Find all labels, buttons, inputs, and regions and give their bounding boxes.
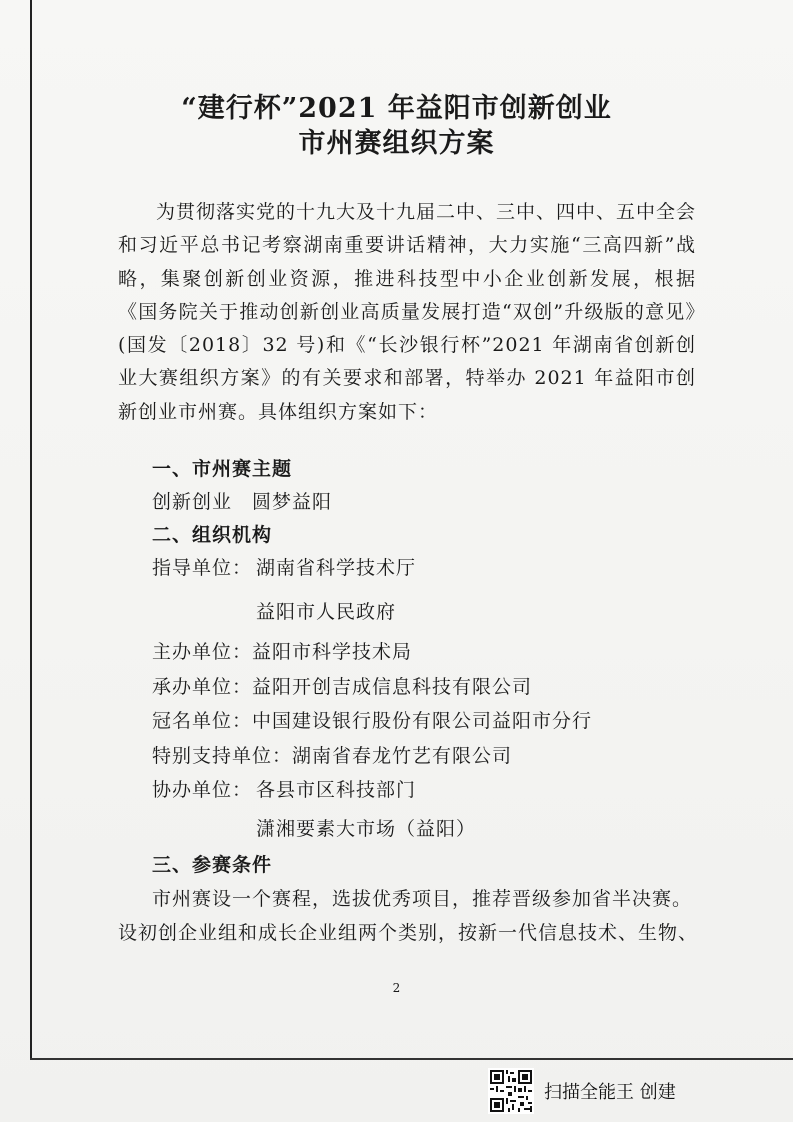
title-line-1: “建行杯”2021 年益阳市创新创业: [181, 93, 612, 124]
organizer-unit: 承办单位：益阳开创吉成信息科技有限公司: [152, 676, 533, 698]
title-sponsor-unit: 冠名单位：中国建设银行股份有限公司益阳市分行: [152, 710, 593, 732]
co-unit-2: 潇湘要素大市场（益阳）: [256, 818, 477, 840]
guide-unit-1: 湖南省科学技术厅: [256, 557, 417, 579]
qr-code-icon: [488, 1068, 534, 1114]
title-line-2: 市州赛组织方案: [298, 128, 495, 159]
scanner-label: 扫描全能王 创建: [544, 1082, 676, 1103]
intro-paragraph: 为贯彻落实党的十九大及十九届二中、三中、四中、五中全会和习近平总书记考察湖南重要讲话精神，大力实施“三高四新”战略，集聚创新创业资源，推进科技型中小企业创新发展，根据《国务院关于推动创新创业高质量发展打造“双创”升级版的意见》(国发〔2018〕32 号)和《“长沙银行杯”2021 年湖南省创新创业大赛组织方案》的有关要求和部署，特举办 2021 年益阳市创新创业市州赛。具体组织方案如下：: [118, 201, 697, 423]
theme-text: 创新创业 圆梦益阳: [152, 491, 333, 513]
page-number: 2: [392, 981, 401, 995]
section-3-line-1: 市州赛设一个赛程，选拔优秀项目，推荐晋级参加省半决赛。: [152, 888, 693, 910]
guide-label: 指导单位：: [152, 557, 253, 579]
host-unit: 主办单位：益阳市科学技术局: [152, 641, 413, 663]
section-3-line-2: 设初创企业组和成长企业组两个类别，按新一代信息技术、生物、: [118, 922, 699, 944]
scan-bottom-edge: [30, 1058, 793, 1060]
scanner-watermark: [488, 1066, 778, 1116]
section-1-heading: 一、市州赛主题: [152, 458, 293, 480]
special-support-unit: 特别支持单位：湖南省春龙竹艺有限公司: [152, 745, 513, 767]
co-label: 协办单位：: [152, 779, 253, 801]
section-3-heading: 三、参赛条件: [152, 854, 273, 876]
section-2-heading: 二、组织机构: [152, 524, 273, 546]
guide-unit-2: 益阳市人民政府: [256, 601, 397, 623]
co-unit-1: 各县市区科技部门: [256, 779, 417, 801]
